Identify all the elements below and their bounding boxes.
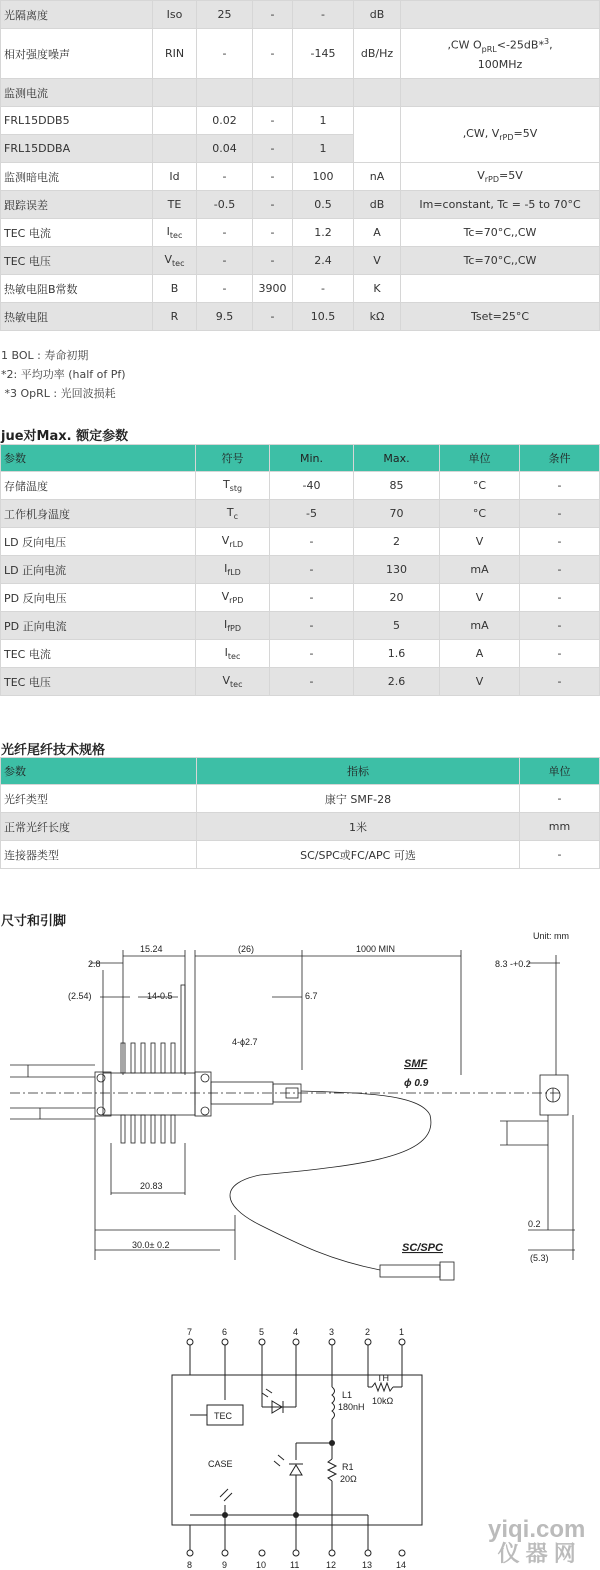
min-cell (197, 79, 253, 107)
symbol-cell: $V_{tec}$ (196, 668, 270, 696)
param-cell: 监测暗电流 (1, 163, 153, 191)
max-cell: 0.5 (293, 191, 354, 219)
unit-cell: V (440, 528, 520, 556)
pin-number: 2 (365, 1327, 371, 1337)
header-cell: Max. (354, 445, 440, 472)
unit-cell: A (354, 219, 401, 247)
min-cell: 25 (197, 1, 253, 29)
unit-cell: mA (440, 556, 520, 584)
max-cell: 130 (354, 556, 440, 584)
unit-cell: °C (440, 500, 520, 528)
table-row (1, 528, 600, 556)
unit-cell: dB/Hz (354, 29, 401, 79)
param-cell: 跟踪误差 (1, 191, 153, 219)
max-ratings-table (0, 444, 600, 696)
symbol-cell: $I_{tec}$ (153, 219, 197, 247)
param-cell: PD 反向电压 (1, 584, 196, 612)
min-cell: 9.5 (197, 303, 253, 331)
cond-cell (401, 79, 600, 107)
pin-number: 11 (290, 1560, 300, 1570)
table-row (1, 191, 600, 219)
unit-cell: dB (354, 191, 401, 219)
fiber-table (0, 757, 600, 869)
cond-cell (401, 275, 600, 303)
table-row (1, 472, 600, 500)
min-cell: - (270, 584, 354, 612)
pin-number: 1 (399, 1327, 405, 1337)
max-cell: 2.4 (293, 247, 354, 275)
header-cell: 符号 (196, 445, 270, 472)
param-cell: PD 正向电流 (1, 612, 196, 640)
unit-cell: mA (440, 612, 520, 640)
param-cell: FRL15DDB5 (1, 107, 153, 135)
param-cell: 热敏电阻B常数 (1, 275, 153, 303)
table-row (1, 1, 600, 29)
unit-label: Unit: mm (533, 931, 569, 941)
header-cell: 指标 (197, 758, 520, 785)
typ-cell: - (253, 219, 293, 247)
table-row (1, 556, 600, 584)
spec-cell: SC/SPC或FC/APC 可选 (197, 841, 520, 869)
watermark-brand: 仪 器 网 (497, 1541, 576, 1566)
symbol-cell: $I_{tec}$ (196, 640, 270, 668)
param-cell: TEC 电压 (1, 247, 153, 275)
max-cell: 2 (354, 528, 440, 556)
dimensions-title: 尺寸和引脚 (1, 914, 67, 929)
max-cell: 85 (354, 472, 440, 500)
dim-label: (2.54) (68, 991, 92, 1001)
unit-cell: A (440, 640, 520, 668)
unit-cell: K (354, 275, 401, 303)
max-cell: 2.6 (354, 668, 440, 696)
table-row (1, 500, 600, 528)
max-cell: - (293, 1, 354, 29)
unit-cell: nA (354, 163, 401, 191)
footnotes (1, 346, 126, 403)
cond-cell: Tset=25°C (401, 303, 600, 331)
cond-cell: ,CW $O_{pRL}<-25dB*^3$, 100MHz (401, 29, 600, 79)
symbol-cell (153, 135, 197, 163)
max-cell: -145 (293, 29, 354, 79)
symbol-cell (153, 79, 197, 107)
min-cell: - (197, 247, 253, 275)
unit-cell: dB (354, 1, 401, 29)
cond-cell: - (520, 584, 600, 612)
max-cell: 1 (293, 135, 354, 163)
pin-number: 8 (187, 1560, 193, 1570)
min-cell: - (270, 528, 354, 556)
min-cell: - (197, 29, 253, 79)
th-value: 10kΩ (372, 1396, 394, 1406)
r1-label: R1 (342, 1462, 354, 1472)
typ-cell: - (253, 29, 293, 79)
header-cell: Min. (270, 445, 354, 472)
smf-label: SMF (404, 1058, 428, 1070)
header-cell: 参数 (1, 445, 196, 472)
dim-label: 30.0± 0.2 (132, 1240, 170, 1250)
dim-label: 20.83 (140, 1181, 163, 1191)
pin-number: 9 (222, 1560, 228, 1570)
min-cell: - (270, 612, 354, 640)
unit-cell (354, 79, 401, 107)
symbol-cell: R (153, 303, 197, 331)
symbol-cell: RIN (153, 29, 197, 79)
dim-label: (5.3) (530, 1253, 549, 1263)
param-cell: 热敏电阻 (1, 303, 153, 331)
param-cell: 光纤类型 (1, 785, 197, 813)
pin-number: 14 (396, 1560, 407, 1570)
table-row (1, 29, 600, 79)
pin-number: 7 (187, 1327, 193, 1337)
typ-cell: 3900 (253, 275, 293, 303)
unit-cell: mm (520, 813, 600, 841)
min-cell: - (197, 275, 253, 303)
unit-cell: V (440, 584, 520, 612)
param-cell: 相对强度噪声 (1, 29, 153, 79)
header-cell: 单位 (440, 445, 520, 472)
pin-number: 10 (256, 1560, 267, 1570)
symbol-cell: $T_{stg}$ (196, 472, 270, 500)
unit-cell: - (520, 841, 600, 869)
fiber-title: 光纤尾纤技术规格 (1, 743, 106, 758)
typ-cell: - (253, 135, 293, 163)
min-cell: - (270, 640, 354, 668)
pin-number: 5 (259, 1327, 265, 1337)
cond-cell: $V_{rPD}=5V$ (401, 163, 600, 191)
symbol-cell: $I_{fLD}$ (196, 556, 270, 584)
symbol-cell: Id (153, 163, 197, 191)
min-cell: - (197, 219, 253, 247)
symbol-cell (153, 107, 197, 135)
unit-cell: V (354, 247, 401, 275)
table-row (1, 785, 600, 813)
l1-label: L1 (342, 1390, 353, 1400)
typ-cell: - (253, 191, 293, 219)
connector-label: SC/SPC (402, 1242, 443, 1254)
table-row (1, 79, 600, 107)
param-cell: TEC 电流 (1, 219, 153, 247)
min-cell: - (270, 668, 354, 696)
spec-table (0, 0, 600, 331)
footnote: *2: 平均功率 (half of Pf) (1, 368, 126, 381)
cond-cell: Tc=70°C,,CW (401, 219, 600, 247)
param-cell: TEC 电流 (1, 640, 196, 668)
table-row (1, 275, 600, 303)
cond-cell: - (520, 612, 600, 640)
max-cell: 1.6 (354, 640, 440, 668)
symbol-cell: B (153, 275, 197, 303)
min-cell: -40 (270, 472, 354, 500)
dim-label: 4-ϕ2.7 (232, 1037, 258, 1047)
param-cell: 光隔离度 (1, 1, 153, 29)
dim-label: (26) (238, 944, 255, 954)
table-row (1, 163, 600, 191)
footnote: 1 BOL : 寿命初期 (1, 349, 89, 362)
symbol-cell: $T_c$ (196, 500, 270, 528)
tec-label: TEC (214, 1411, 232, 1421)
pin-number: 3 (329, 1327, 335, 1337)
cond-cell: - (520, 556, 600, 584)
typ-cell: - (253, 303, 293, 331)
watermark-domain: yiqi.com (488, 1516, 586, 1543)
typ-cell: - (253, 1, 293, 29)
param-cell: 监测电流 (1, 79, 153, 107)
max-cell: 1.2 (293, 219, 354, 247)
unit-cell (354, 107, 401, 163)
min-cell: -5 (270, 500, 354, 528)
cond-cell: - (520, 472, 600, 500)
param-cell: 工作机身温度 (1, 500, 196, 528)
min-cell: -0.5 (197, 191, 253, 219)
param-cell: TEC 电压 (1, 668, 196, 696)
header-cell: 参数 (1, 758, 197, 785)
table-row (1, 219, 600, 247)
max-cell: 20 (354, 584, 440, 612)
param-cell: FRL15DDBA (1, 135, 153, 163)
unit-cell: V (440, 668, 520, 696)
cond-cell: Tc=70°C,,CW (401, 247, 600, 275)
max-ratings-title: jue对Max. 额定参数 (1, 429, 129, 444)
th-label: TH (377, 1373, 389, 1383)
param-cell: 正常光纤长度 (1, 813, 197, 841)
table-row (1, 841, 600, 869)
spec-cell: 1米 (197, 813, 520, 841)
param-cell: LD 反向电压 (1, 528, 196, 556)
cond-cell: Im=constant, Tc = -5 to 70°C (401, 191, 600, 219)
unit-cell: kΩ (354, 303, 401, 331)
symbol-cell: $V_{rPD}$ (196, 584, 270, 612)
pin-number: 12 (326, 1560, 337, 1570)
typ-cell: - (253, 247, 293, 275)
cond-cell: - (520, 668, 600, 696)
dim-label: 0.2 (528, 1219, 541, 1229)
typ-cell: - (253, 163, 293, 191)
param-cell: 存储温度 (1, 472, 196, 500)
min-cell: - (197, 163, 253, 191)
watermark (488, 1518, 585, 1566)
r1-value: 20Ω (340, 1474, 357, 1484)
table-row (1, 107, 600, 135)
footnote: *3 OpRL : 光回波损耗 (1, 387, 116, 400)
min-cell: 0.04 (197, 135, 253, 163)
max-cell: 100 (293, 163, 354, 191)
l1-value: 180nH (338, 1402, 365, 1412)
dim-label: 14-0.5 (147, 991, 173, 1001)
max-cell: - (293, 275, 354, 303)
dimension-drawing (0, 925, 600, 1285)
dim-label: 2.8 (88, 959, 101, 969)
table-row (1, 584, 600, 612)
pin-number: 4 (293, 1327, 299, 1337)
table-header (1, 758, 600, 785)
max-cell: 70 (354, 500, 440, 528)
case-label: CASE (208, 1459, 233, 1469)
table-header (1, 445, 600, 472)
dim-label: 6.7 (305, 991, 318, 1001)
header-cell: 单位 (520, 758, 600, 785)
table-row (1, 247, 600, 275)
cond-cell (401, 1, 600, 29)
min-cell: - (270, 556, 354, 584)
cond-cell: - (520, 500, 600, 528)
param-cell: 连接器类型 (1, 841, 197, 869)
typ-cell (253, 79, 293, 107)
spec-cell: 康宁 SMF-28 (197, 785, 520, 813)
table-row (1, 612, 600, 640)
max-cell: 1 (293, 107, 354, 135)
fiber-diameter-label: ϕ 0.9 (404, 1078, 429, 1089)
monitor-cond-cell: ,CW, $V_{rPD}=5V$ (401, 107, 600, 163)
max-cell: 5 (354, 612, 440, 640)
symbol-cell: $V_{rLD}$ (196, 528, 270, 556)
symbol-cell: $I_{fPD}$ (196, 612, 270, 640)
table-row (1, 813, 600, 841)
cond-cell: - (520, 640, 600, 668)
dim-label: 15.24 (140, 944, 163, 954)
dim-label: 1000 MIN (356, 944, 396, 954)
dim-label: 8.3 -+0.2 (495, 959, 531, 969)
pin-number: 13 (362, 1560, 373, 1570)
max-cell: 10.5 (293, 303, 354, 331)
cond-cell: - (520, 528, 600, 556)
unit-cell: - (520, 785, 600, 813)
symbol-cell: TE (153, 191, 197, 219)
header-cell: 条件 (520, 445, 600, 472)
unit-cell: °C (440, 472, 520, 500)
typ-cell: - (253, 107, 293, 135)
param-cell: LD 正向电流 (1, 556, 196, 584)
max-cell (293, 79, 354, 107)
symbol-cell: $V_{tec}$ (153, 247, 197, 275)
table-row (1, 668, 600, 696)
pin-number: 6 (222, 1327, 228, 1337)
table-row (1, 640, 600, 668)
table-row (1, 303, 600, 331)
symbol-cell: Iso (153, 1, 197, 29)
min-cell: 0.02 (197, 107, 253, 135)
pin-schematic (150, 1325, 440, 1570)
